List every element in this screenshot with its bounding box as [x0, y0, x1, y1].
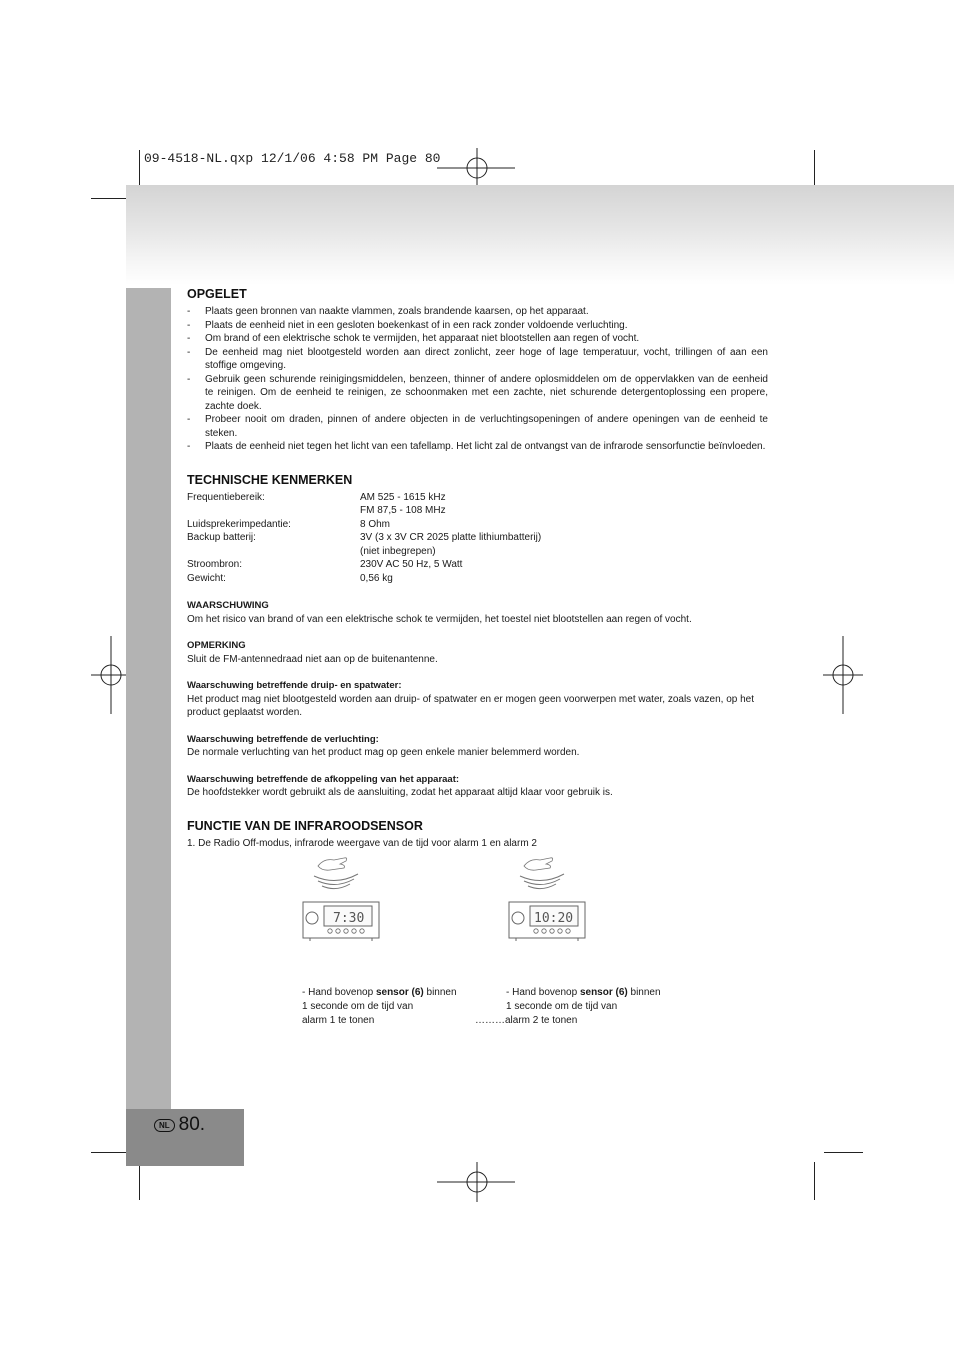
caption-line: 1 seconde om de tijd van	[506, 1000, 618, 1012]
print-slug: 09-4518-NL.qxp 12/1/06 4:58 PM Page 80	[144, 151, 441, 166]
header-gradient-band	[126, 185, 954, 285]
bullet-dash: -	[187, 319, 191, 331]
spec-value: AM 525 - 1615 kHz	[360, 491, 446, 503]
section-title-infrared: FUNCTIE VAN DE INFRAROODSENSOR	[187, 818, 423, 833]
bullet-dash: -	[187, 441, 191, 452]
opgelet-item	[187, 440, 768, 454]
registration-mark-left	[91, 636, 131, 714]
opgelet-item	[187, 373, 768, 414]
bullet-dash: -	[187, 414, 191, 425]
clock-illustration-2	[506, 856, 588, 947]
caption-line: - Hand bovenop sensor (6) binnen	[302, 987, 457, 998]
spec-label	[187, 504, 360, 518]
registration-mark-bottom	[437, 1162, 517, 1202]
spec-value: FM 87,5 - 108 MHz	[360, 505, 446, 516]
note-text: Het product mag niet blootgesteld worden aan druip- of spatwater en er mogen geen voorwerpen met water, zoals vazen, op het product geplaatst worden.	[187, 693, 755, 718]
caption-line: 1 seconde om de tijd van	[302, 1000, 414, 1012]
spec-label: Backup batterij:	[187, 532, 256, 543]
spec-label: Frequentiebereik:	[187, 491, 265, 503]
note-text: Sluit de FM-antennedraad niet aan op de buitenantenne.	[187, 653, 438, 665]
opgelet-item-text: Plaats geen bronnen van naakte vlammen, zoals brandende kaarsen, op het apparaat.	[205, 306, 589, 317]
opgelet-item-text: Probeer nooit om draden, pinnen of andere objecten in de verluchtingsopeningen of andere openingen van de eenheid te steken.	[205, 414, 768, 439]
crop-mark	[814, 1162, 815, 1200]
opgelet-item	[187, 413, 768, 440]
opgelet-item	[187, 319, 768, 333]
spec-table	[187, 491, 541, 586]
spec-label: Gewicht:	[187, 572, 226, 584]
caption-line: - Hand bovenop sensor (6) binnen	[506, 987, 661, 998]
crop-mark	[814, 150, 815, 188]
bullet-dash: -	[187, 373, 191, 385]
note-title: Waarschuwing betreffende druip- en spatwater:	[187, 680, 402, 691]
infrared-step: 1. De Radio Off-modus, infrarode weergave van de tijd voor alarm 1 en alarm 2	[187, 837, 537, 849]
note-title: Waarschuwing betreffende de afkoppeling van het apparaat:	[187, 773, 460, 785]
opgelet-list	[187, 305, 768, 454]
spec-value: 3V (3 x 3V CR 2025 platte lithiumbatterij)	[360, 532, 542, 543]
page-number	[154, 1114, 205, 1136]
spec-value: 8 Ohm	[360, 518, 391, 530]
hand-over-clock-icon	[506, 856, 588, 942]
spec-label: Stroombron:	[187, 559, 243, 570]
spec-row	[187, 518, 541, 532]
note-text: De hoofdstekker wordt gebruikt als de aansluiting, zodat het apparaat altijd klaar voor gebruik is.	[187, 787, 613, 798]
note-text: Om het risico van brand of van een elektrische schok te vermijden, het toestel niet blootstellen aan regen of vocht.	[187, 613, 692, 625]
page-number-text: 80.	[178, 1114, 206, 1135]
section-title-specs: TECHNISCHE KENMERKEN	[187, 472, 353, 487]
registration-mark-right	[823, 636, 863, 714]
bullet-dash: -	[187, 346, 191, 358]
hand-over-clock-icon	[300, 856, 382, 942]
crop-mark	[139, 1162, 140, 1200]
note-title: OPMERKING	[187, 640, 246, 651]
bullet-dash: -	[187, 306, 191, 317]
crop-mark	[91, 1152, 130, 1153]
clock-caption-1	[302, 986, 482, 1027]
note-title: WAARSCHUWING	[187, 600, 269, 611]
crop-mark	[139, 150, 140, 188]
language-badge: NL	[154, 1119, 175, 1132]
opgelet-item	[187, 305, 768, 319]
spec-row	[187, 572, 541, 586]
spec-row	[187, 558, 541, 572]
spec-value: 230V AC 50 Hz, 5 Watt	[360, 559, 463, 570]
opgelet-item	[187, 332, 768, 346]
note-title: Waarschuwing betreffende de verluchting:	[187, 733, 379, 745]
spec-row	[187, 531, 541, 545]
spec-label	[187, 545, 360, 559]
opgelet-item-text: De eenheid mag niet blootgesteld worden aan direct zonlicht, zeer hoge of lage temperatuur, vocht, trillingen of aan een stoffige omgeving.	[205, 346, 768, 371]
crop-mark	[824, 1152, 863, 1153]
opgelet-item	[187, 346, 768, 373]
spec-row	[187, 545, 541, 559]
spec-label: Luidsprekerimpedantie:	[187, 518, 291, 530]
crop-mark	[91, 198, 130, 199]
note-text: De normale verluchting van het product mag op geen enkele manier belemmerd worden.	[187, 747, 580, 758]
clock-illustration-1	[300, 856, 382, 947]
clock-caption-2	[506, 986, 686, 1014]
spec-row	[187, 491, 541, 505]
clock-display-1: 7:30	[333, 911, 365, 926]
section-title-opgelet: OPGELET	[187, 287, 247, 301]
side-bar	[126, 288, 171, 1110]
notes	[187, 585, 768, 800]
opgelet-item-text: Plaats de eenheid niet in een gesloten boekenkast of in een rack zonder voldoende verluchting.	[205, 319, 628, 331]
spec-value: (niet inbegrepen)	[360, 545, 436, 557]
opgelet-item-text: Gebruik geen schurende reinigingsmiddelen, benzeen, thinner of andere oplosmiddelen om de oppervlakken van de eenheid te reinigen. Om de eenheid te reinigen, ze schoonmaken met een zachte, niet schurende detergentoplossing een propere, zachte doek.	[205, 373, 768, 412]
opgelet-item-text: Plaats de eenheid niet tegen het licht van een tafellamp. Het licht zal de ontvangst van de infrarode sensorfunctie beïnvloeden.	[205, 441, 766, 452]
spec-value: 0,56 kg	[360, 572, 393, 584]
spec-row	[187, 504, 541, 518]
opgelet-item-text: Om brand of een elektrische schok te vermijden, het apparaat niet blootstellen aan regen of vocht.	[205, 333, 640, 344]
clock-caption-2-line3: ………alarm 2 te tonen	[475, 1014, 578, 1026]
main-content	[187, 286, 768, 850]
clock-display-2: 10:20	[534, 911, 574, 926]
bullet-dash: -	[187, 333, 191, 344]
registration-mark-top	[437, 148, 517, 188]
caption-line: alarm 1 te tonen	[302, 1014, 375, 1026]
